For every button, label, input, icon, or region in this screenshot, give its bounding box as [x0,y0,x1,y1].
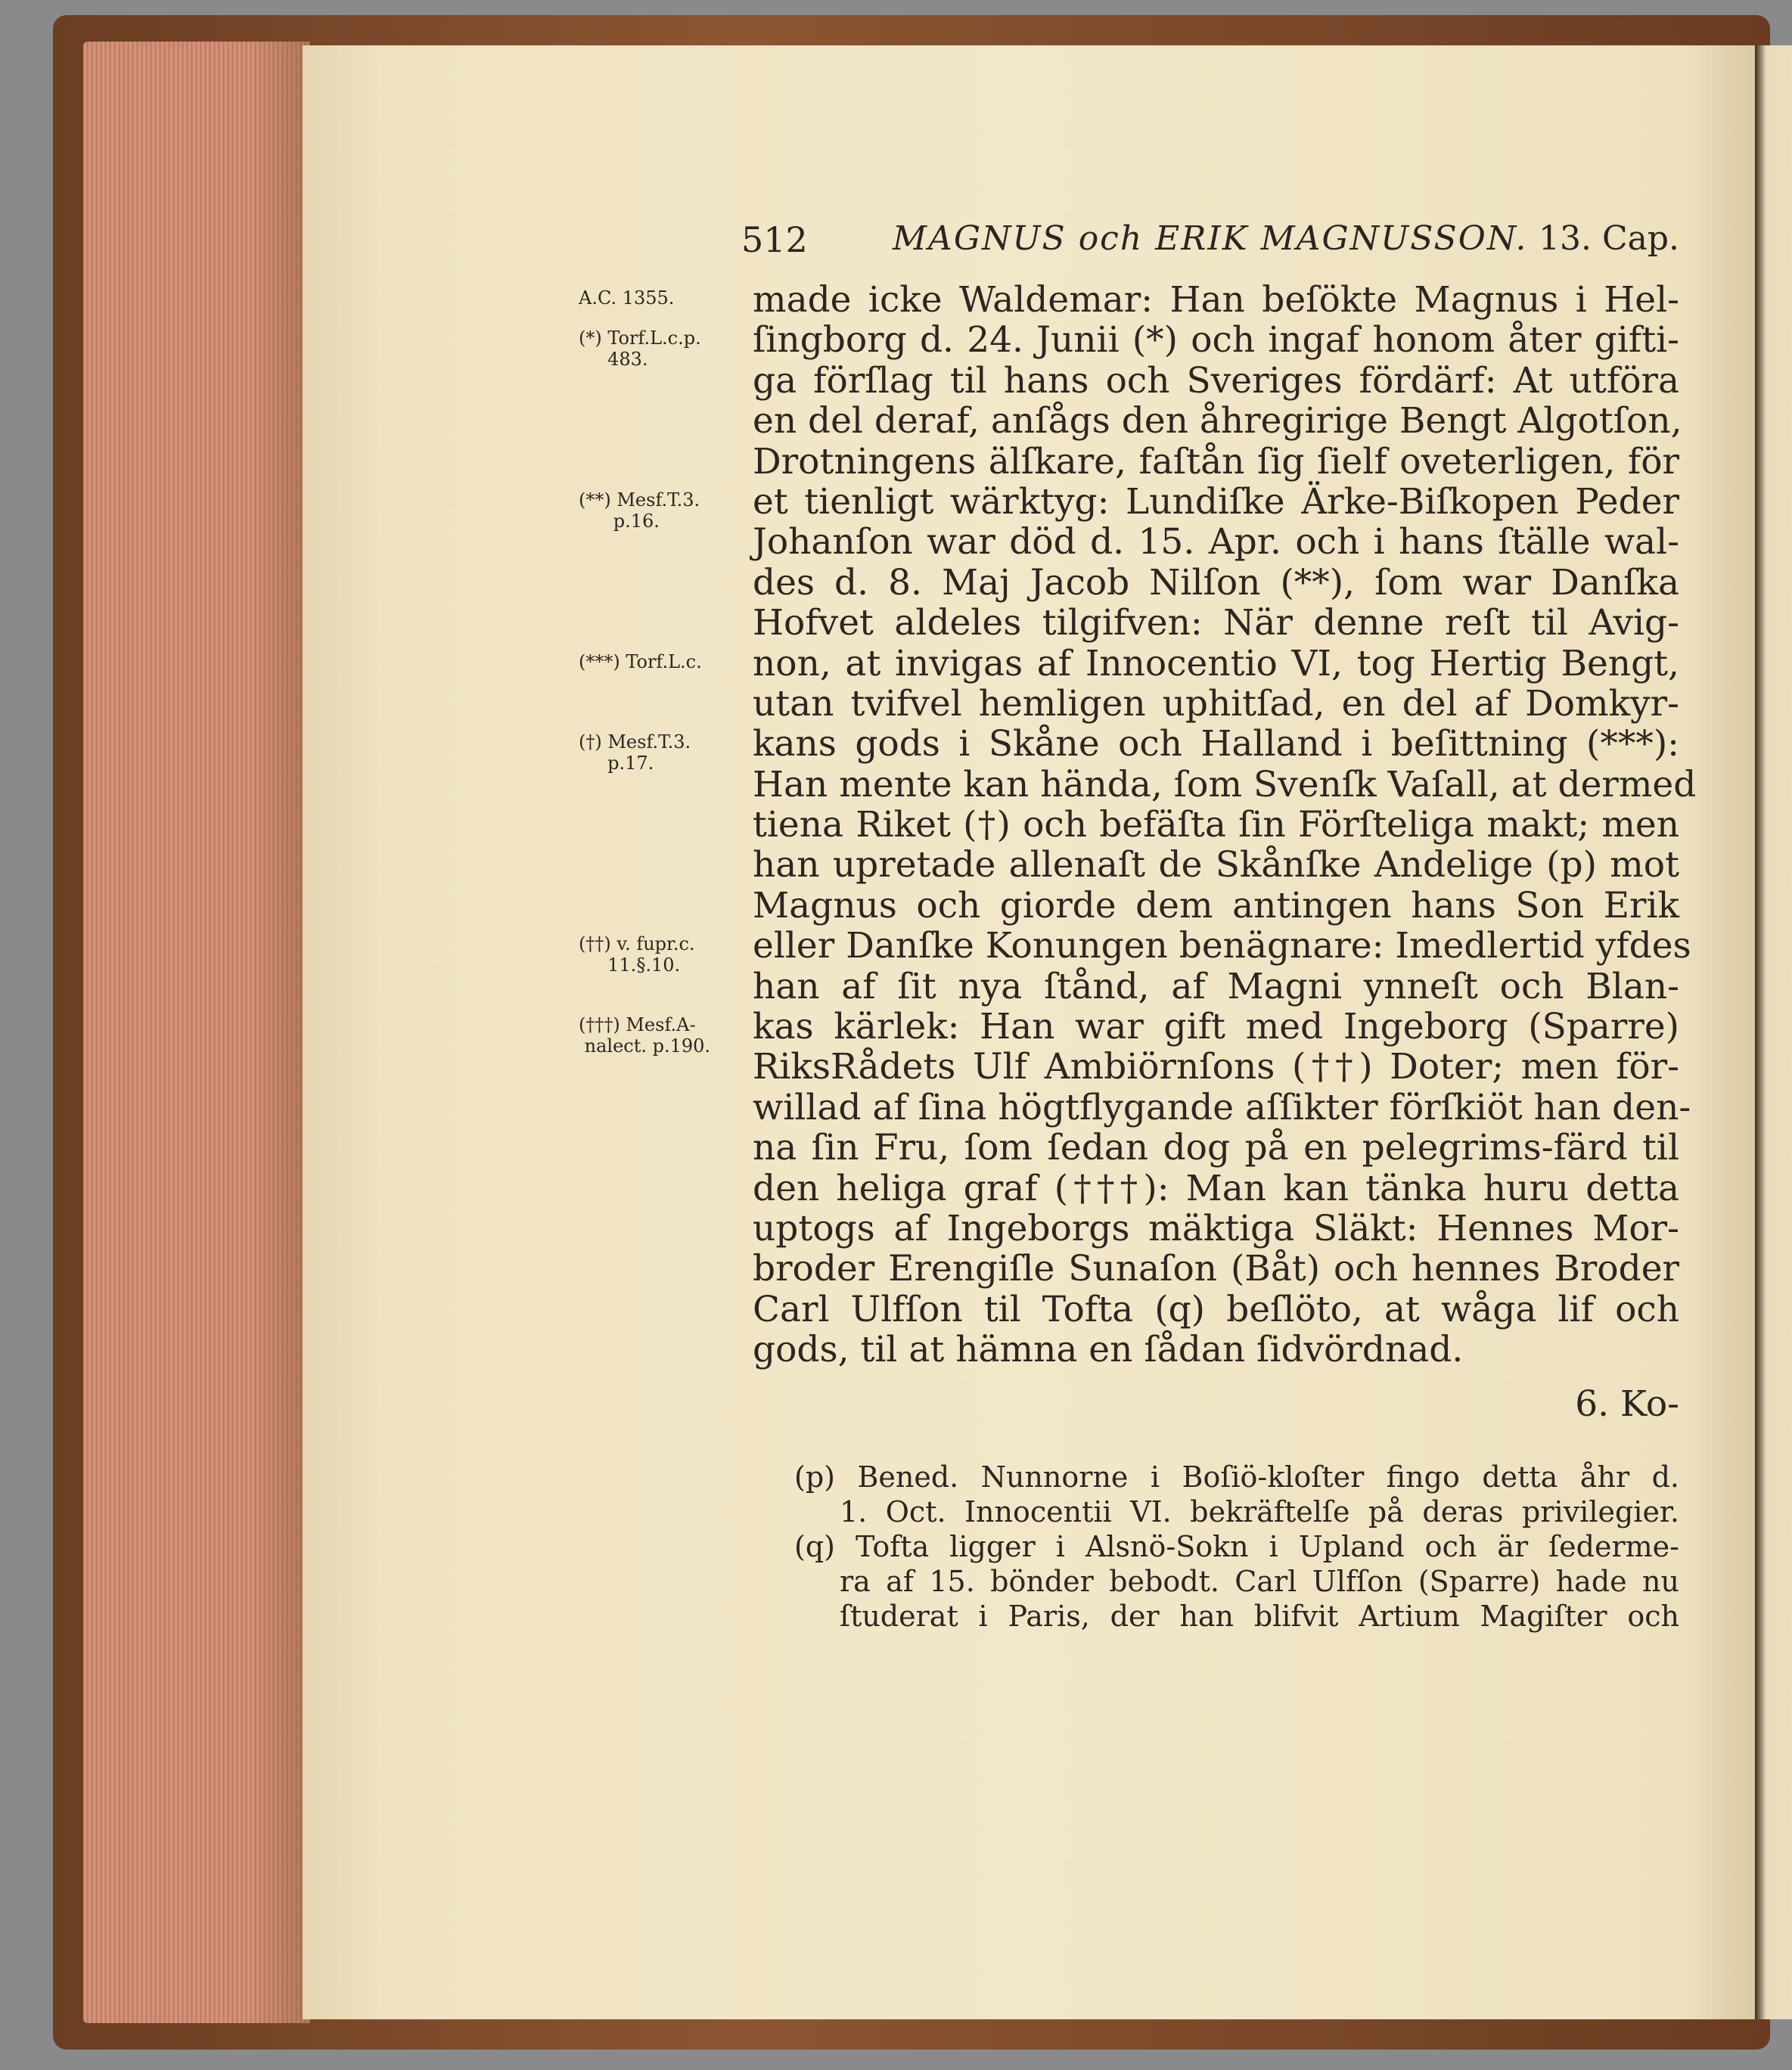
text-line: Hofvet aldeles tilgifven: När denne reſt til Avig- [753,602,1679,644]
margin-note: A.C. 1355. [579,287,675,309]
footnotes [794,1460,1679,1634]
footnote-line: (q) Tofta ligger i Alsnö-Sokn i Upland och är ſederme- [794,1530,1679,1563]
text-line: na ſin Fru, ſom ſedan dog på en pelegrims-färd til [753,1127,1679,1169]
margin-note: (*) Torf.L.c.p. 483. [579,327,701,371]
margin-note: (***) Torf.L.c. [579,650,702,672]
text-line: han upretade allenaſt de Skånſke Andelige (p) mot [753,844,1679,886]
page-number: 512 [741,219,808,260]
text-line: en del deraf, anſågs den åhregirige Bengt Algotſon, [753,400,1682,442]
margin-note: (†††) Mesf.A- nalect. p.190. [579,1014,711,1057]
text-line: non, at invigas af Innocentio VI, tog Hertig Bengt, [753,642,1679,684]
text-line: gods, til at hämna en ſådan ſidvördnad. [753,1329,1464,1371]
text-line: RiksRådets Ulf Ambiörnſons (††) Doter; men för- [753,1046,1679,1088]
running-header [741,219,1679,265]
text-line: Magnus och giorde dem antingen hans Son Erik [753,884,1679,926]
text-line: utan tvifvel hemligen uphitſad, en del af Domkyr- [753,682,1679,725]
text-line: den heliga graf (†††): Man kan tänka huru detta [753,1167,1679,1209]
text-line: uptogs af Ingeborgs mäktiga Släkt: Hennes Mor- [753,1207,1679,1249]
text-line: Johanſon war död d. 15. Apr. och i hans ſtälle wal- [753,521,1679,563]
text-line: Drotningens älſkare, faſtån ſig ſielf oveterligen, för [753,440,1679,483]
text-line: broder Erengiſle Sunaſon (Båt) och hennes Broder [753,1248,1679,1290]
footnote-line: (p) Bened. Nunnorne i Boſiö-kloſter fingo detta åhr d. [794,1460,1679,1494]
catchword-block [753,1384,1679,1424]
text-line: et tienligt wärktyg: Lundiſke Ärke-Biſkopen Peder [753,480,1679,523]
margin-note: (†) Mesf.T.3. p.17. [579,731,691,774]
facing-page-edge [1755,45,1792,2019]
running-title: MAGNUS och ERIK MAGNUSSON. [893,219,1528,258]
catchword: 6. Ko- [1575,1383,1679,1425]
footnote-line: ra af 15. bönder bebodt. Carl Ulfſon (Sparre) hade nu [840,1565,1679,1598]
text-line: eller Danſke Konungen benägnare: Imedlertid yfdes [753,925,1691,967]
text-line: kans gods i Skåne och Halland i beſittning (***): [753,723,1679,765]
text-line: ga förſlag til hans och Sveriges fördärf: At utföra [753,359,1679,402]
page-edges-shadow [250,42,310,2023]
footnote-line: 1. Oct. Innocentii VI. bekräftelſe på deras privilegier. [840,1495,1679,1528]
text-line: willad af ſina högtflygande aſſikter förſkiöt han den- [753,1086,1691,1128]
margin-note: (††) v. fupr.c. 11.§.10. [579,933,695,976]
text-line: tiena Riket (†) och befäſta ſin Förſteliga makt; men [753,804,1679,846]
text-line: han af ſit nya ſtånd, af Magni ynneſt och Blan- [753,965,1679,1007]
text-line: Han mente kan hända, ſom Svenſk Vaſall, at dermed [753,763,1697,805]
margin-note: (**) Mesf.T.3. p.16. [579,489,700,532]
text-line: kas kärlek: Han war gift med Ingeborg (Sparre) [753,1006,1679,1048]
text-line: des d. 8. Maj Jacob Nilſon (**), ſom war Danſka [753,561,1679,604]
body-text [753,279,1697,1371]
chapter-label: 13. Cap. [1538,219,1679,258]
text-line: ſingborg d. 24. Junii (*) och ingaf honom åter gifti- [753,319,1679,362]
text-line: Carl Ulfſon til Tofta (q) beſlöto, at wåga lif och [753,1288,1679,1330]
text-line: made icke Waldemar: Han beſökte Magnus i Hel- [753,279,1679,321]
footnote-line: ſtuderat i Paris, der han blifvit Artium Magiſter och [840,1600,1679,1633]
